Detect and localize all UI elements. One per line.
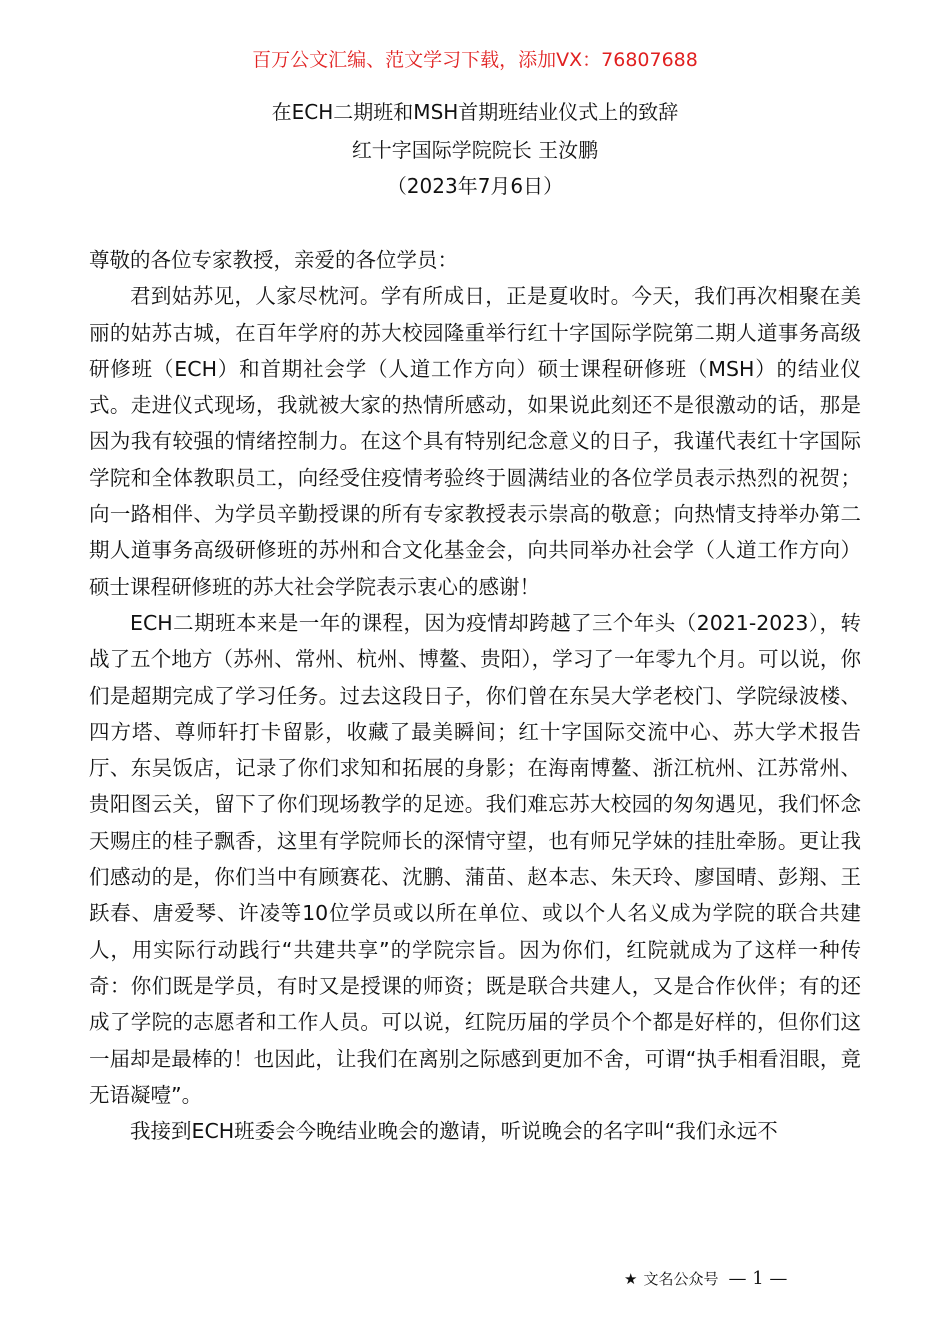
document-title: 在ECH二期班和MSH首期班结业仪式上的致辞	[271, 100, 679, 124]
document-author: 红十字国际学院院长 王汝鹏	[351, 138, 599, 162]
paragraph: ECH二期班本来是一年的课程，因为疫情却跨越了三个年头（2021-2023），转战了五个地方（苏州、常州、杭州、博鳌、贵阳），学习了一年零九个月。可以说，你们是超期完成了学习任务。过去这段日子，你们曾在东吴大学老校门、学院绿波楼、四方塔、尊师轩打卡留影，收藏了最美瞬间；红十字国际交流中心、苏大学术报告厅、东吴饭店，记录了你们求知和拓展的身影；在海南博鳌、浙江杭州、江苏常州、贵阳图云关，留下了你们现场教学的足迹。我们难忘苏大校园的匆匆遇见，我们怀念天赐庄的桂子飘香，这里有学院师长的深情守望，也有师兄学妹的挂肚牵肠。更让我们感动的是，你们当中有顾赛花、沈鹏、蒲苗、赵本志、朱天玲、廖国晴、彭翔、王跃春、唐爱琴、许凌等10位学员或以所在单位、或以个人名义成为学院的联合共建人，用实际行动践行“共建共享”的学院宗旨。因为你们，红院就成为了这样一种传奇：你们既是学员，有时又是授课的师资；既是联合共建人，又是合作伙伴；有的还成了学院的志愿者和工作人员。可以说，红院历届的学员个个都是好样的，但你们这一届却是最棒的！也因此，让我们在离别之际感到更加不舍，可谓“执手相看泪眼，竟无语凝噎”。	[89, 610, 861, 1107]
paragraph: 君到姑苏见，人家尽枕河。学有所成日，正是夏收时。今天，我们再次相聚在美丽的姑苏古城，在百年学府的苏大校园隆重举行红十字国际学院第二期人道事务高级研修班（ECH）和首期社会学（人道工作方向）硕士课程研修班（MSH）的结业仪式。走进仪式现场，我就被大家的热情所感动，如果说此刻还不是很激动的话，那是因为我有较强的情绪控制力。在这个具有特别纪念意义的日子，我谨代表红十字国际学院和全体教职员工，向经受住疫情考验终于圆满结业的各位学员表示热烈的祝贺；向一路相伴、为学员辛勤授课的所有专家教授表示崇高的敬意；向热情支持举办第二期人道事务高级研修班的苏州和合文化基金会，向共同举办社会学（人道工作方向）硕士课程研修班的苏大社会学院表示衷心的感谢！	[89, 284, 861, 599]
page-number: — 1 —	[728, 1268, 788, 1289]
footer-source: 文名公众号	[643, 1270, 719, 1288]
page-footer	[624, 1268, 787, 1290]
paragraph: 我接到ECH班委会今晚结业晚会的邀请，听说晚会的名字叫“我们永远不	[130, 1119, 778, 1144]
document-body	[89, 242, 861, 1149]
star-icon: ★	[624, 1270, 638, 1288]
salutation: 尊敬的各位专家教授，亲爱的各位学员：	[89, 248, 458, 272]
document-date: （2023年7月6日）	[386, 174, 564, 198]
watermark-banner: 百万公文汇编、范文学习下载，添加VX：76807688	[252, 49, 698, 71]
